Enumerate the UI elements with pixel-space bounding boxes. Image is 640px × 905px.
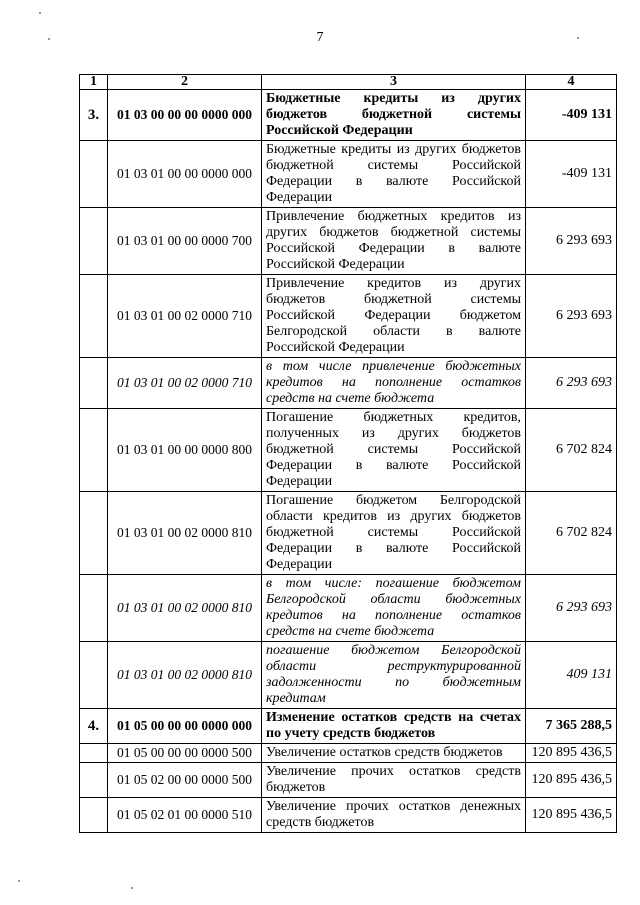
table-row <box>80 409 617 492</box>
row-number-cell <box>80 642 108 709</box>
scan-speck <box>48 38 50 40</box>
budget-code-cell: 01 03 01 00 02 0000 810 <box>108 575 262 642</box>
budget-code-cell: 01 03 01 00 02 0000 710 <box>108 275 262 358</box>
row-number-cell <box>80 575 108 642</box>
description-cell: в том числе привлечение бюджетных кредитов на пополнение остатков средств на счете бюджета <box>262 358 526 409</box>
description-cell: Увеличение прочих остатков средств бюджетов <box>262 763 526 798</box>
row-number-cell <box>80 492 108 575</box>
description-cell: Привлечение кредитов из других бюджетов бюджетной системы Российской Федерации бюджетом Белгородской области в валюте Российской Федерации <box>262 275 526 358</box>
budget-code-cell: 01 05 00 00 00 0000 000 <box>108 709 262 744</box>
table-row <box>80 763 617 798</box>
description-cell: Погашение бюджетом Белгородской области кредитов из других бюджетов бюджетной системы Российской Федерации в валюте Российской Федерации <box>262 492 526 575</box>
amount-cell: 6 293 693 <box>526 575 617 642</box>
budget-code-cell: 01 05 02 00 00 0000 500 <box>108 763 262 798</box>
row-number-cell <box>80 798 108 833</box>
budget-code-cell: 01 03 01 00 00 0000 700 <box>108 208 262 275</box>
row-number-cell <box>80 358 108 409</box>
budget-code-cell: 01 03 00 00 00 0000 000 <box>108 90 262 141</box>
row-number-cell: 3. <box>80 90 108 141</box>
description-cell: Увеличение остатков средств бюджетов <box>262 744 526 763</box>
amount-cell: 120 895 436,5 <box>526 798 617 833</box>
row-number-cell <box>80 744 108 763</box>
row-number-cell <box>80 275 108 358</box>
description-cell: Изменение остатков средств на счетах по учету средств бюджетов <box>262 709 526 744</box>
amount-cell: 6 293 693 <box>526 208 617 275</box>
column-header-4: 4 <box>526 75 617 90</box>
budget-code-cell: 01 03 01 00 00 0000 000 <box>108 141 262 208</box>
column-header-1: 1 <box>80 75 108 90</box>
scan-speck <box>39 12 41 14</box>
description-cell: Привлечение бюджетных кредитов из других бюджетов бюджетной системы Российской Федерации в валюте Российской Федерации <box>262 208 526 275</box>
amount-cell: 120 895 436,5 <box>526 744 617 763</box>
row-number-cell <box>80 141 108 208</box>
amount-cell: 7 365 288,5 <box>526 709 617 744</box>
table-row <box>80 90 617 141</box>
table-body <box>80 90 617 833</box>
amount-cell: -409 131 <box>526 90 617 141</box>
budget-sources-table <box>79 74 617 833</box>
scan-speck <box>577 37 579 39</box>
column-header-2: 2 <box>108 75 262 90</box>
amount-cell: 120 895 436,5 <box>526 763 617 798</box>
amount-cell: 6 293 693 <box>526 358 617 409</box>
table-row <box>80 744 617 763</box>
table-row <box>80 642 617 709</box>
description-cell: Погашение бюджетных кредитов, полученных из других бюджетов бюджетной системы Российской Федерации в валюте Российской Федерации <box>262 409 526 492</box>
description-cell: Бюджетные кредиты из других бюджетов бюджетной системы Российской Федерации в валюте Российской Федерации <box>262 141 526 208</box>
description-cell: Увеличение прочих остатков денежных средств бюджетов <box>262 798 526 833</box>
scan-speck <box>131 887 133 889</box>
table-row <box>80 798 617 833</box>
budget-code-cell: 01 03 01 00 02 0000 810 <box>108 642 262 709</box>
table-row <box>80 358 617 409</box>
table-row <box>80 141 617 208</box>
budget-code-cell: 01 05 02 01 00 0000 510 <box>108 798 262 833</box>
page-number: 7 <box>316 30 324 45</box>
column-header-3: 3 <box>262 75 526 90</box>
description-cell: погашение бюджетом Белгородской области реструктурированной задолженности по бюджетным кредитам <box>262 642 526 709</box>
amount-cell: 6 702 824 <box>526 492 617 575</box>
table-row <box>80 709 617 744</box>
budget-code-cell: 01 03 01 00 02 0000 710 <box>108 358 262 409</box>
budget-code-cell: 01 05 00 00 00 0000 500 <box>108 744 262 763</box>
table-header-row <box>80 75 617 90</box>
table-row <box>80 492 617 575</box>
amount-cell: 6 293 693 <box>526 275 617 358</box>
amount-cell: 6 702 824 <box>526 409 617 492</box>
budget-code-cell: 01 03 01 00 00 0000 800 <box>108 409 262 492</box>
row-number-cell: 4. <box>80 709 108 744</box>
amount-cell: -409 131 <box>526 141 617 208</box>
row-number-cell <box>80 409 108 492</box>
description-cell: Бюджетные кредиты из других бюджетов бюджетной системы Российской Федерации <box>262 90 526 141</box>
scan-speck <box>18 880 20 882</box>
row-number-cell <box>80 208 108 275</box>
budget-code-cell: 01 03 01 00 02 0000 810 <box>108 492 262 575</box>
row-number-cell <box>80 763 108 798</box>
description-cell: в том числе: погашение бюджетом Белгородской области бюджетных кредитов на пополнение остатков средств на счете бюджета <box>262 575 526 642</box>
table-row <box>80 208 617 275</box>
amount-cell: 409 131 <box>526 642 617 709</box>
table-row <box>80 575 617 642</box>
table-row <box>80 275 617 358</box>
